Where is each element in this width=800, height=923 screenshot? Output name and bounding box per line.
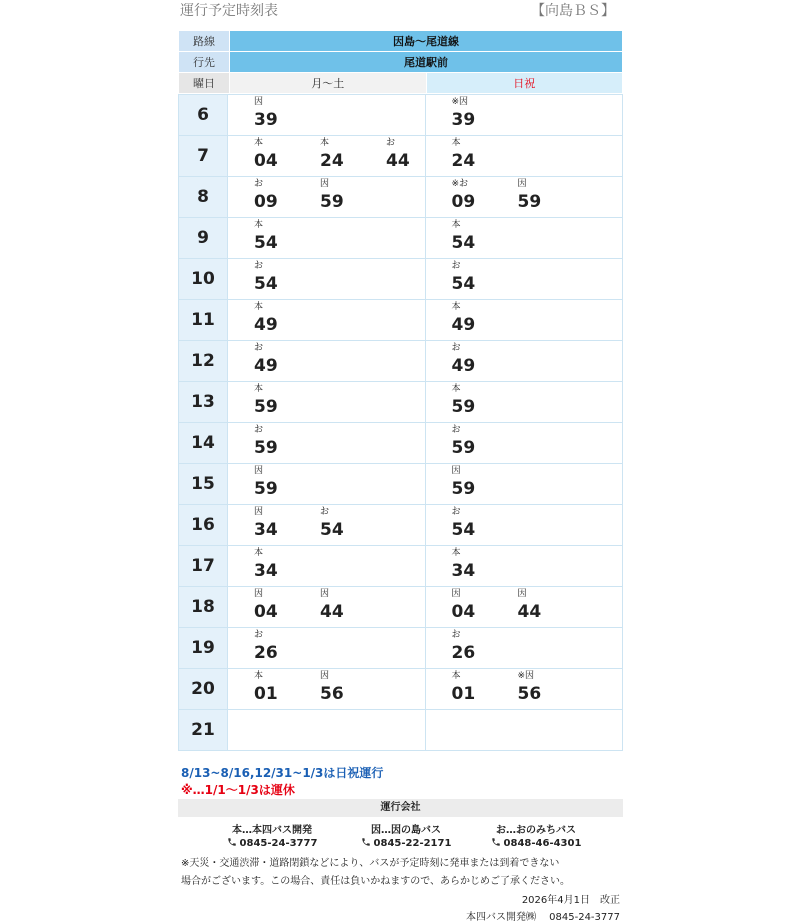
operator-name: お…おのみちバス <box>496 825 576 836</box>
timetable-row <box>179 177 623 218</box>
weekday-departures-cell <box>228 423 426 464</box>
hour-cell: 20 <box>179 669 228 710</box>
holiday-departures-cell <box>425 218 623 259</box>
weekday-departures-cell <box>228 218 426 259</box>
departure <box>254 178 314 214</box>
departure <box>518 588 578 624</box>
departure-minute: 59 <box>517 192 542 212</box>
departure-minute: 24 <box>451 151 476 171</box>
departure <box>320 137 380 173</box>
departure-minute: 09 <box>254 192 278 212</box>
departure <box>254 383 314 419</box>
departure-minute: 44 <box>386 151 410 171</box>
departure-minute: 59 <box>254 397 278 417</box>
timetable-row <box>179 505 623 546</box>
operator-mark: お <box>451 630 461 640</box>
destination-label: 行先 <box>179 52 230 73</box>
phone-number: 0848-46-4301 <box>503 838 582 849</box>
departure <box>452 547 512 583</box>
hour-cell: 6 <box>179 95 228 136</box>
departure-minute: 49 <box>254 315 278 335</box>
destination-value: 尾道駅前 <box>230 52 623 73</box>
departure <box>452 670 512 706</box>
weekday-departures-cell <box>228 546 426 587</box>
timetable-row <box>179 300 623 341</box>
departure-minute: 39 <box>451 110 476 130</box>
hour-cell: 13 <box>179 382 228 423</box>
timetable-row <box>179 341 623 382</box>
weekday-departures-cell <box>228 341 426 382</box>
operator-mark: 本 <box>451 548 461 558</box>
holiday-departures-cell <box>425 464 623 505</box>
header <box>178 0 623 30</box>
weekday-departures-cell <box>228 710 426 751</box>
hour-cell: 18 <box>179 587 228 628</box>
operator-mark: 因 <box>451 589 461 599</box>
hour-cell: 12 <box>179 341 228 382</box>
operator-mark: 本 <box>451 671 461 681</box>
departure <box>254 424 314 460</box>
holiday-departures-cell <box>425 546 623 587</box>
operator-mark: 本 <box>451 220 461 230</box>
timetable-row <box>179 382 623 423</box>
departure <box>452 342 512 378</box>
departure <box>254 547 314 583</box>
departure <box>320 178 380 214</box>
departure <box>452 424 512 460</box>
departure-minute: 34 <box>451 561 476 581</box>
departure <box>320 588 380 624</box>
departure-minute: 49 <box>451 315 476 335</box>
weekday-departures-cell <box>228 259 426 300</box>
operator-name: 本…本四バス開発 <box>232 825 312 836</box>
timetable-row <box>179 259 623 300</box>
departure <box>254 342 314 378</box>
departure-minute: 49 <box>254 356 278 376</box>
phone-icon <box>227 837 237 847</box>
departure <box>452 137 512 173</box>
weekday-departures-cell <box>228 587 426 628</box>
departure <box>452 588 512 624</box>
departure-minute: 59 <box>254 438 278 458</box>
phone-icon <box>361 837 371 847</box>
timetable-row <box>179 669 623 710</box>
hour-cell: 14 <box>179 423 228 464</box>
departure-minute: 54 <box>451 520 476 540</box>
departure <box>452 629 512 665</box>
operator-mark: 因 <box>517 589 527 599</box>
weekday-departures-cell <box>228 177 426 218</box>
departure-minute: 09 <box>451 192 476 212</box>
departure-minute: 56 <box>320 684 344 704</box>
departure-minute: 34 <box>254 561 278 581</box>
departure-minute: 01 <box>451 684 476 704</box>
weekday-departures-cell <box>228 628 426 669</box>
departure-minute: 54 <box>254 274 278 294</box>
timetable-row <box>179 95 623 136</box>
holiday-column-header: 日祝 <box>426 73 623 94</box>
operator-mark: お <box>451 261 461 271</box>
departure-minute: 01 <box>254 684 278 704</box>
operator-mark: 因 <box>451 466 461 476</box>
departure-minute: 44 <box>320 602 344 622</box>
departure-minute: 04 <box>451 602 476 622</box>
departure-minute: 26 <box>254 643 278 663</box>
operator-mark: 本 <box>451 384 461 394</box>
holiday-departures-cell <box>425 505 623 546</box>
operator-mark: お <box>254 630 264 640</box>
operator-mark: お <box>451 343 461 353</box>
departure <box>254 137 314 173</box>
issuer: 本四バス開発㈱ 0845-24-3777 <box>465 912 620 923</box>
timetable <box>178 94 623 751</box>
weekday-departures-cell <box>228 669 426 710</box>
phone-number: 0845-22-2171 <box>373 838 452 849</box>
holiday-departures-cell <box>425 710 623 751</box>
departure <box>452 260 512 296</box>
departure <box>518 178 578 214</box>
operator-mark: 本 <box>254 384 264 394</box>
hour-cell: 16 <box>179 505 228 546</box>
operator-mark: お <box>254 179 264 189</box>
operator-phone <box>336 837 476 849</box>
operator-mark: 因 <box>320 179 330 189</box>
weekday-departures-cell <box>228 300 426 341</box>
operator-mark: ※お <box>451 179 469 189</box>
departure-minute: 56 <box>517 684 542 704</box>
hour-cell: 17 <box>179 546 228 587</box>
departure <box>518 670 578 706</box>
weekday-departures-cell <box>228 382 426 423</box>
departure <box>452 383 512 419</box>
holiday-departures-cell <box>425 259 623 300</box>
operator-mark: 因 <box>254 507 264 517</box>
operator-mark: お <box>320 507 330 517</box>
weekday-departures-cell <box>228 95 426 136</box>
timetable-sheet <box>178 0 623 751</box>
holiday-departures-cell <box>425 669 623 710</box>
operator-mark: 因 <box>254 589 264 599</box>
departure-minute: 34 <box>254 520 278 540</box>
operator-mark: 本 <box>254 671 264 681</box>
hour-cell: 21 <box>179 710 228 751</box>
timetable-row <box>179 464 623 505</box>
departure-minute: 44 <box>517 602 542 622</box>
operator-phone <box>202 837 342 849</box>
departure-minute: 26 <box>451 643 476 663</box>
departure <box>452 178 512 214</box>
operator-name: 因…因の島バス <box>371 825 441 836</box>
operator-mark: お <box>386 138 396 148</box>
operator-mark: 本 <box>254 220 264 230</box>
revision-date: 2026年4月1日 改正 <box>521 895 620 906</box>
holiday-departures-cell <box>425 382 623 423</box>
holiday-departures-cell <box>425 95 623 136</box>
departure-minute: 59 <box>451 479 476 499</box>
departure-minute: 04 <box>254 602 278 622</box>
weekday-departures-cell <box>228 505 426 546</box>
operator-mark: お <box>254 425 264 435</box>
departure-minute: 54 <box>320 520 344 540</box>
departure <box>320 506 380 542</box>
operator-mark: お <box>451 425 461 435</box>
disclaimer <box>181 855 621 891</box>
weekday-departures-cell <box>228 136 426 177</box>
departure <box>254 506 314 542</box>
phone-icon <box>491 837 501 847</box>
hour-cell: 10 <box>179 259 228 300</box>
departure <box>254 301 314 337</box>
operator-mark: 本 <box>254 138 264 148</box>
page-title: 運行予定時刻表 <box>180 3 278 19</box>
operator-mark: 本 <box>254 302 264 312</box>
hour-cell: 15 <box>179 464 228 505</box>
operator-mark: 因 <box>254 466 264 476</box>
operator-mark: お <box>254 261 264 271</box>
departure <box>254 96 314 132</box>
stop-name: 【向島ＢＳ】 <box>531 3 615 19</box>
weekday-column-header: 月〜土 <box>230 73 427 94</box>
phone-number: 0845-24-3777 <box>239 838 318 849</box>
operator-mark: お <box>254 343 264 353</box>
disclaimer-line: 場合がございます。この場合、責任は負いかねますので、あらかじめご了承ください。 <box>181 876 570 887</box>
operator-mark: 因 <box>254 97 264 107</box>
holiday-departures-cell <box>425 341 623 382</box>
holiday-departures-cell <box>425 136 623 177</box>
timetable-row <box>179 218 623 259</box>
route-value: 因島〜尾道線 <box>230 31 623 52</box>
timetable-row <box>179 136 623 177</box>
hour-cell: 9 <box>179 218 228 259</box>
departure-minute: 24 <box>320 151 344 171</box>
operator-mark: 本 <box>451 302 461 312</box>
departure-minute: 54 <box>451 274 476 294</box>
departure-minute: 04 <box>254 151 278 171</box>
departure-minute: 59 <box>254 479 278 499</box>
departure-minute: 54 <box>254 233 278 253</box>
departure <box>452 465 512 501</box>
suspension-note: ※…1/1〜1/3は運休 <box>181 783 295 797</box>
departure <box>452 96 512 132</box>
operator-mark: 因 <box>320 589 330 599</box>
operator-mark: 因 <box>320 671 330 681</box>
day-label: 曜日 <box>179 73 230 94</box>
departure-minute: 54 <box>451 233 476 253</box>
timetable-row <box>179 546 623 587</box>
departure <box>254 588 314 624</box>
operators-heading: 運行会社 <box>178 799 623 817</box>
hour-cell: 11 <box>179 300 228 341</box>
departure <box>254 465 314 501</box>
departure <box>452 301 512 337</box>
timetable-row <box>179 423 623 464</box>
departure-minute: 59 <box>451 438 476 458</box>
operator-mark: 本 <box>254 548 264 558</box>
departure <box>254 219 314 255</box>
departure <box>452 506 512 542</box>
disclaimer-line: ※天災・交通渋滞・道路閉鎖などにより、バスが予定時刻に発車または到着できない <box>181 858 560 869</box>
departure-minute: 49 <box>451 356 476 376</box>
hour-cell: 19 <box>179 628 228 669</box>
holiday-departures-cell <box>425 177 623 218</box>
departure <box>320 670 380 706</box>
operator-mark: 因 <box>517 179 527 189</box>
operator-mark: ※因 <box>517 671 535 681</box>
departure <box>254 629 314 665</box>
weekday-departures-cell <box>228 464 426 505</box>
route-label: 路線 <box>179 31 230 52</box>
departure <box>254 260 314 296</box>
holiday-departures-cell <box>425 628 623 669</box>
hour-cell: 8 <box>179 177 228 218</box>
departure-minute: 39 <box>254 110 278 130</box>
operator-mark: お <box>451 507 461 517</box>
operator-mark: ※因 <box>451 97 469 107</box>
operator-mark: 本 <box>320 138 330 148</box>
operator-phone <box>466 837 606 849</box>
holiday-schedule-note: 8/13~8/16,12/31~1/3は日祝運行 <box>181 766 384 780</box>
departure-minute: 59 <box>451 397 476 417</box>
holiday-departures-cell <box>425 423 623 464</box>
holiday-departures-cell <box>425 300 623 341</box>
departure-minute: 59 <box>320 192 344 212</box>
departure <box>452 219 512 255</box>
operator-mark: 本 <box>451 138 461 148</box>
hour-cell: 7 <box>179 136 228 177</box>
route-info-table <box>178 30 623 94</box>
departure <box>254 670 314 706</box>
timetable-row <box>179 628 623 669</box>
timetable-row <box>179 587 623 628</box>
holiday-departures-cell <box>425 587 623 628</box>
timetable-row <box>179 710 623 751</box>
